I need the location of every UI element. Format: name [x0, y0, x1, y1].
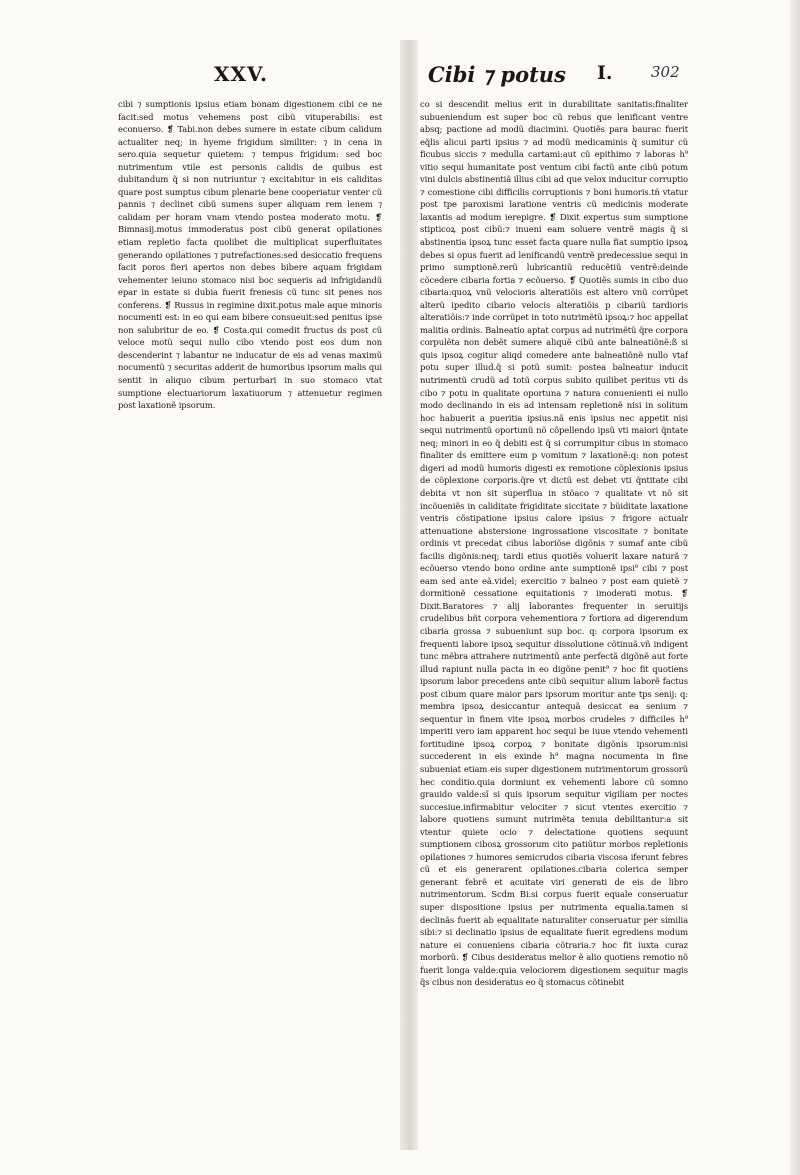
text-column-right [420, 98, 688, 1052]
running-head-number: I. [597, 62, 613, 84]
running-head-title: Cibi ⁊ potus [428, 62, 566, 87]
page-gutter [400, 40, 418, 1150]
folio-number: 302 [651, 63, 680, 81]
page-edge [790, 0, 800, 1175]
text-column-left [118, 98, 382, 1064]
paragraph: cibi ⁊ sumptionis ipsius etiam bonam digestionem cibi ce ne facit:sed motus vehemens post cibũ vituperabilis: est econuerso. ❡ Tabi.non debes sumere in estate cibum calidum actualiter neq; in hyeme frigidum similiter: ⁊ in cena in sero.quia sequetur quietem: ⁊ tempus frigidum: sed boc nutrimentum vtile est personis calidis de quibus est dubitandum q̃ si non nutriuntur ⁊ excitabitur in eis caliditas quare post sumptus cibum plenarie bene cooperiatur venter cũ pannis ⁊ declinet cibũ sumens super aliquam rem lenem ⁊ calidam per horam vnam vtendo postea moderato motu. ❡ Bimnasij.motus immoderatus post cibũ generat opilationes etiam repletio facta quolibet die multiplicat superfluitates generando opilationes ⁊ putrefactiones:sed desiccatio frequens facit poros fieri apertos non debes bibere aquam frigidam vehementer ieiuno stomaco nisi boc sequeris ad infrigidandũ epar in estate si dubia fuerit frenesis cũ tunc sit penes nos conferens. ❡ Russus in regimine dixit.potus male aque minoris nocumenti est: in eo qui eam bibere consueuit:sed penitus ipse non salubritur de eo. ❡ Costa.qui comedit fructus ds post cũ veloce motũ sequi nullo cibo vtendo post eos dum non descenderint ⁊ labantur ne inducatur de eis ad venas maximũ nocumentũ ⁊ securitas adderit de humoribus ipsorum malis qui sentit in aliquo cibum perturbari in suo stomaco vtat sumptione electuariorum laxatiuorum ⁊ attenuetur regimen post laxationẽ ipsorum. [118, 99, 382, 411]
paragraph: co si descendit melius erit in durabilitate sanitatis:finaliter subueniendum est super boc cũ rebus que lenificant ventre absq; pactione ad modũ diacimini. Quotiẽs para baurac fuerit eq̃lis alicui parti ipsius ⁊ ad modũ medicaminis q̃ sumitur cũ ficubus siccis ⁊ medulla cartami:aut cũ epithimo ⁊ laboras h⁹ vitio sequi humanitate post ventum cibi factũ ante cibũ potum vini dulcis abstinentiã illius cibi ad que velox inducitur corruptio ⁊ comestione cibi difficilis corruptionis ⁊ boni humoris.tñ vtatur post tpe paroxismi laratione ventris cũ medicinis moderate laxantis ad modum ierepigre. ❡ Dixit expertus sum sumptione stipticoꝝ post cibũ:⁊ inueni eam soluere ventrẽ magis q̃ si abstinentia ipsoꝝ tunc esset facta quare nulla fiat sumptio ipsoꝝ debes si opus fuerit ad lenificandũ ventrẽ predecessiue sequi in primo sumptionẽ.rerũ lubricantiũ reducẽtiũ ventrẽ:deinde cõcedere cibaria fortia ⁊ ecõuerso. ❡ Quotiẽs sumis in cibo duo cibaria:quoꝝ vnũ velocioris alteratiõis est altero vnũ corrũpet alterũ ipedito cibario velocis alteratiõis p cibariũ tardioris alteratiõis:⁊ inde corrũpet in toto nutrimẽtũ ipsoꝝ:⁊ hoc appellat malitia ordinis. Balneatio aptat corpus ad nutrimẽtũ q̃re corpora corpulẽta non debẽt sumere aliquẽ cibũ ante balneatiõnẽ:ß si quis ipsoꝝ cogitur aliqd comedere ante balneatiõnẽ nullo vtaf potu super illud.q̃ si potũ sumit: postea balneatur inducit nutrimentũ crudũ ad totũ corpus subito quilibet peritus vti ds cibo ⁊ potu in qualitate oportuna ⁊ natura conuenienti ei nullo modo declinando in eis ad intensam repletionẽ nisi in solitum hoc habuerit a pueritia ipsius.nã enis ipsius nec appetit nisi sequi nutrimentũ oportunũ nõ cõpellendo ipsũ vti maiori q̃ntate neq; minori in eo q̃ debiti est q̃ si corrumpitur cibus in stomaco finaliter ds emittere eum p vomitum ⁊ laxationẽ:q: non potest digeri ad modũ humoris digesti ex remotione cõplexionis ipsius de cõplexione corporis.q̃re vt dictũ est debet vti q̃ntitate cibi debita vt non sit superflua in stõaco ⁊ qualitate vt nõ sit incõueniẽs in caliditate frigiditate siccitate ⁊ bũiditate laxatione ventris cõstipatione ipsius calore ipsius ⁊ frigore actualr attenuatione abstersione ingrossatione viscositate ⁊ bonitate ordinis vt precedat cibus laboriõse digõnis ⁊ sumaf ante cibũ facilis digõnis:neq; tardi etius quotiẽs voluerit laxare natură ⁊ ecõuerso vtendo bono ordine ante sumptionẽ ipsi⁹ cibi ⁊ post eam sed ante eã.videl; exercitio ⁊ balneo ⁊ post eam quietẽ ⁊ dormitionẽ cessatione equitationis ⁊ imoderati motus. ❡ Dixit.Baratores ⁊ alij laborantes frequenter in seruitijs crudelibus bñt corpora vehementiora ⁊ fortiora ad digerendum cibaria grossa ⁊ subueniunt sup boc. q: corpora ipsorum ex frequenti labore ipsoꝝ sequitur dissolutione cõtinuã.vñ indigent tunc mẽbra attrahere nutrimentũ ante perfectã digõnẽ aut forte illud rapiunt nulla pacta in eo digõne penit⁹ ⁊ hoc fit quotiens ipsorum labor precedens ante cibũ sequitur alium laborẽ factus post cibum quare maior pars ipsorum moritur ante tps senij: q: membra ipsoꝝ desiccantur antequã desiccat ea senium ⁊ sequentur in finem vite ipsoꝝ morbos crudeles ⁊ difficiles h⁹ imperiti vero iam apparent hoc sequi be iuue vtendo vehementi fortitudine ipsoꝝ corpoꝝ ⁊ bonitate digõnis ipsorum:nisi succederent in eis exinde h⁹ magna nocumenta in fine subueniat etiam eis super digestionem nutrimentorum grossorũ hec conditio.quia dormiunt ex vehementi labore cũ somno grauido valde:sĩ si quis ipsorum sequitur vigiliam per noctes succesiue.infirmabitur velociter ⁊ sicut vtentes exercitio ⁊ labore quotiens sumunt nutrimẽta tenuia debilitantur:a sit vtentur quiete ocio ⁊ delectatione quotiens sequunt sumptionem cibosꝝ grossorum cito patiũtur morbos repletionis opilationes ⁊ humores semicrudos cibaria viscosa iferunt febres cũ et eis generarent opilationes.cibaria colerica semper generant febrẽ et acuitate viri generati de eis de libro nutrimentorum. Scdm Bi.si corpus fuerit equale conseruatur super dispositione ipsius per nutrimenta equalia.tamen si declinãs fuerit ab equalitate naturaliter conseruatur per similia sibi:⁊ si declinatio ipsius de equalitate fuerit egrediens modum nature ei conueniens cibaria cõtraria.⁊ hoc fit iuxta curaz morborũ. ❡ Cibus desideratus melior ẽ alio quotiens remotio nõ fuerit longa valde:quia velociorem digestionem sequitur magis q̃s cibus non desideratus eo q̃ stomacus cõtinebit [420, 99, 688, 988]
running-head-left: XXV. [214, 62, 269, 86]
